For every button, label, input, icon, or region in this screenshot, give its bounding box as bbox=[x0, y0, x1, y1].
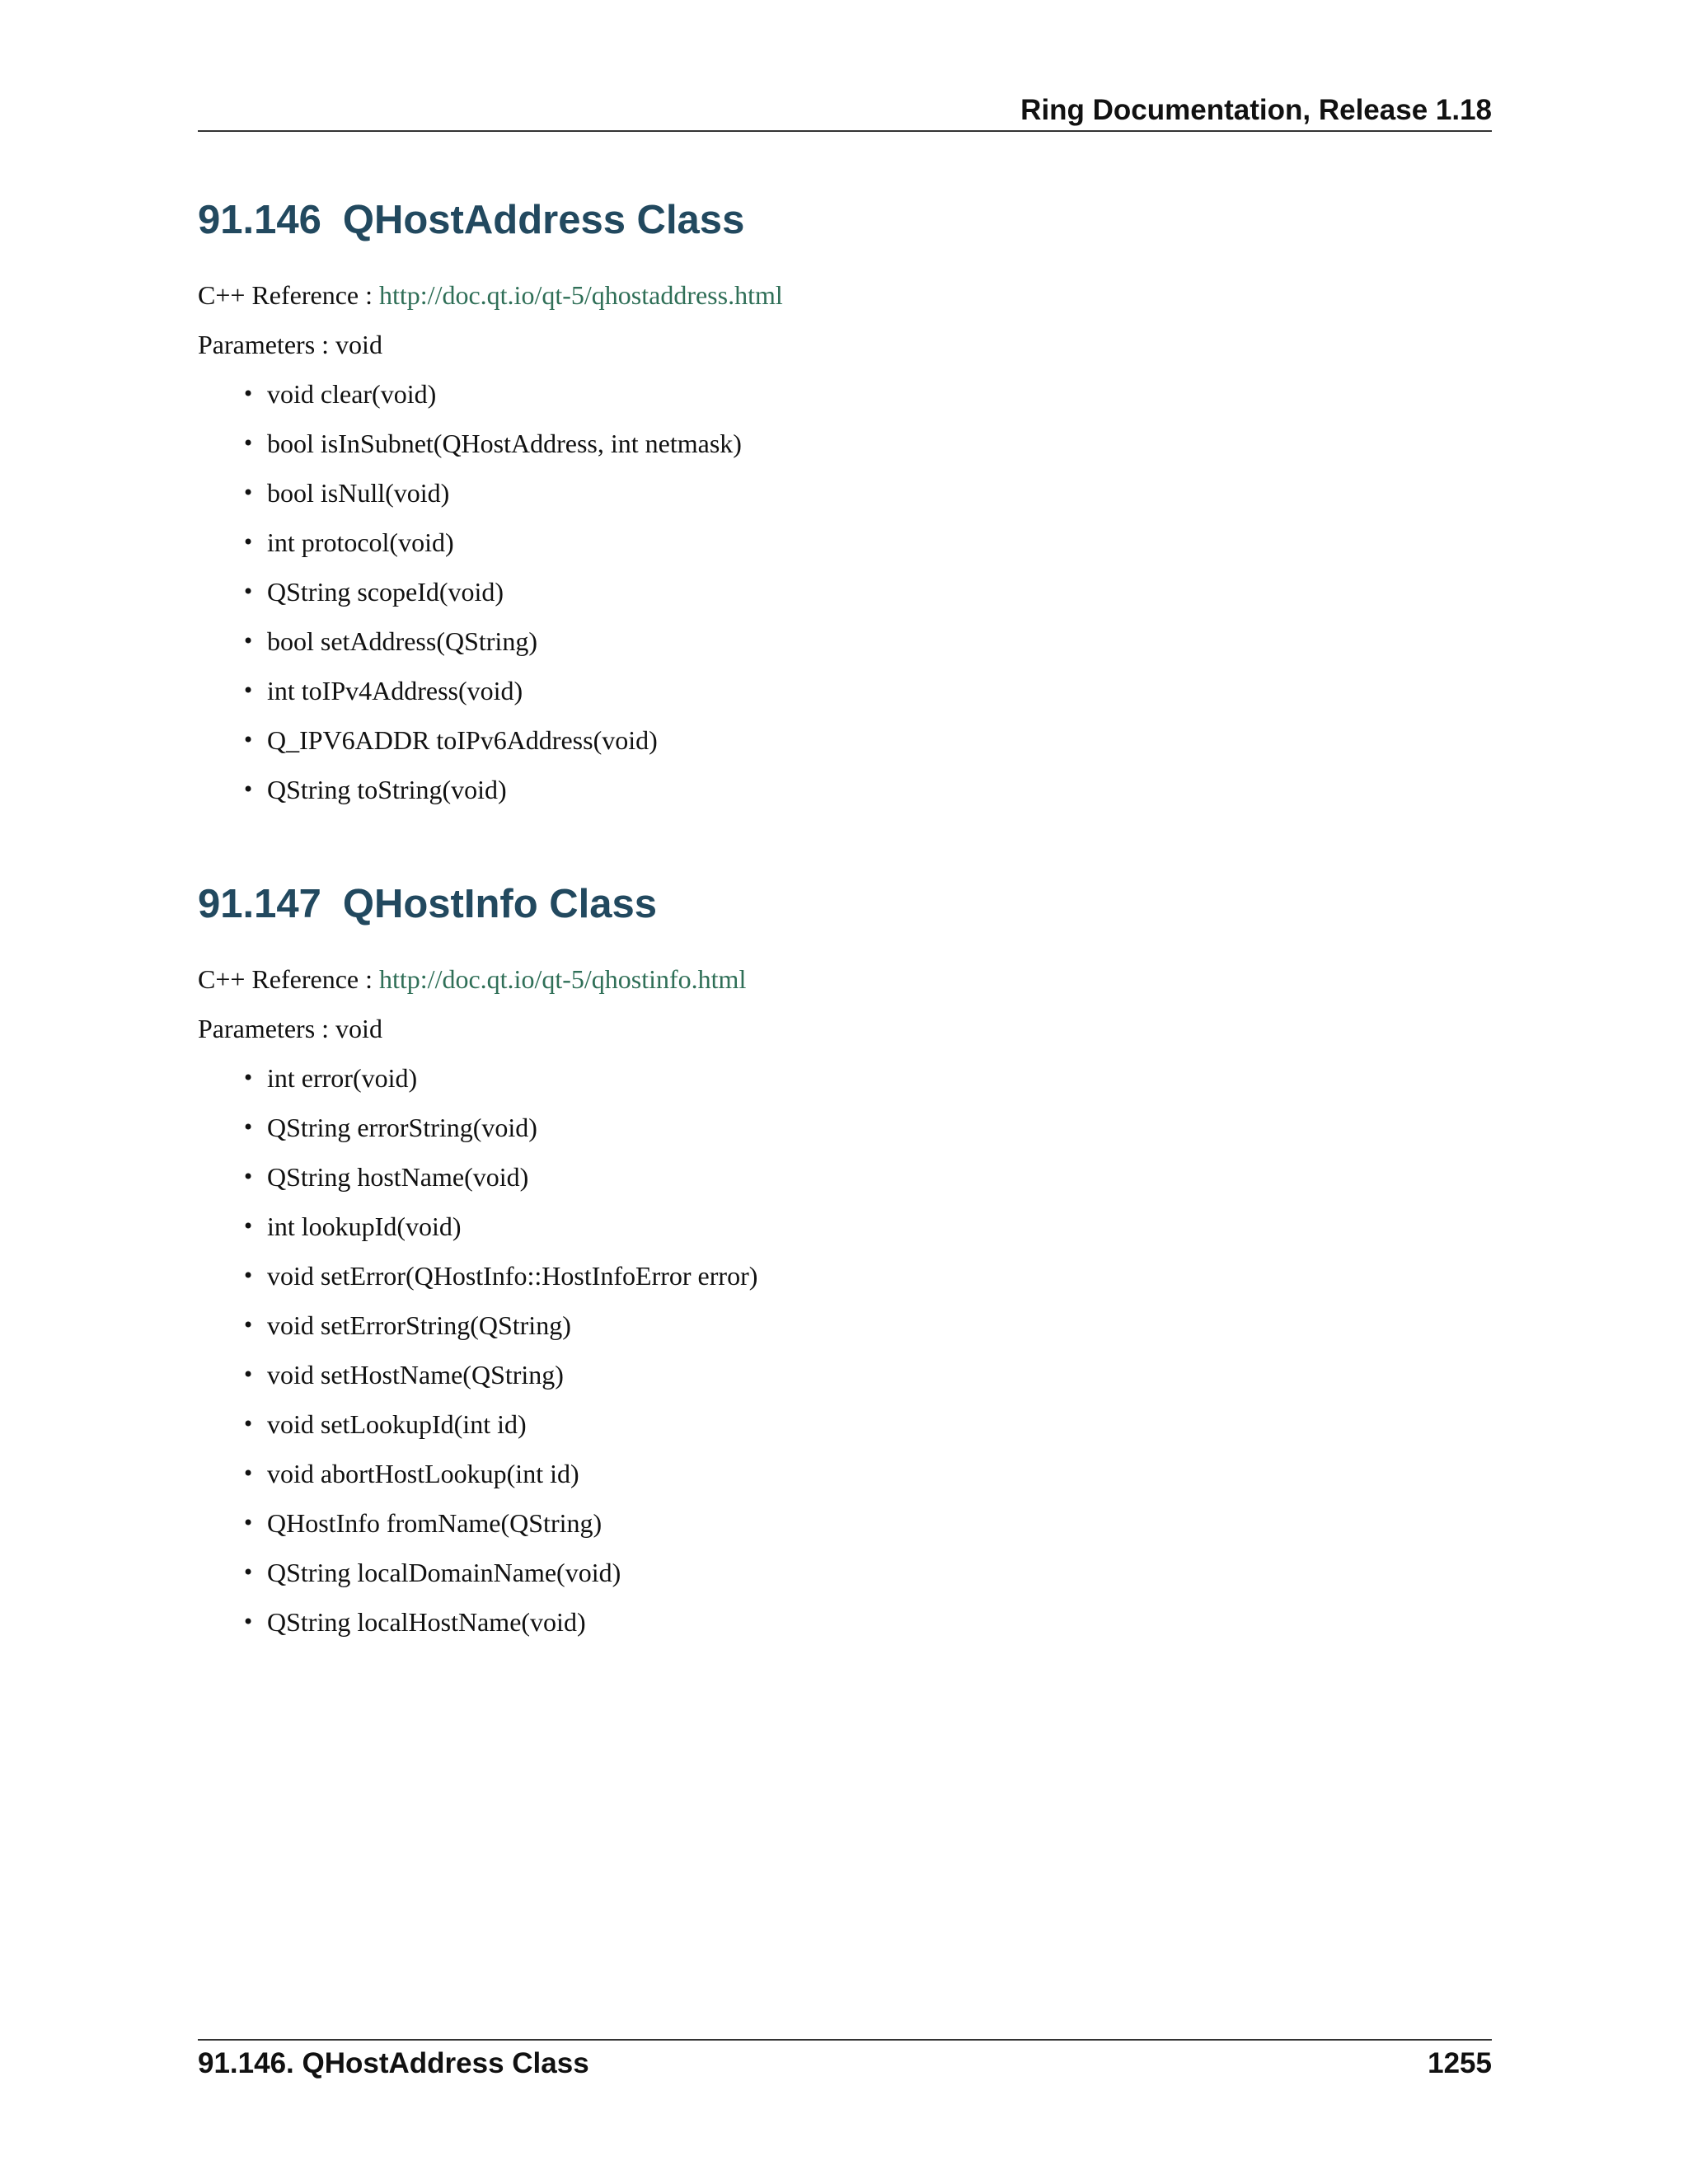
reference-link[interactable]: http://doc.qt.io/qt-5/qhostaddress.html bbox=[379, 280, 783, 310]
document-page bbox=[198, 0, 1492, 2184]
list-item: • int error(void) bbox=[267, 1062, 1492, 1094]
list-item: • void setError(QHostInfo::HostInfoError error) bbox=[267, 1259, 1492, 1292]
running-header: Ring Documentation, Release 1.18 bbox=[1020, 94, 1492, 126]
list-item: • void setHostName(QString) bbox=[267, 1358, 1492, 1391]
reference-link[interactable]: http://doc.qt.io/qt-5/qhostinfo.html bbox=[379, 964, 747, 994]
parameters-line: Parameters : void bbox=[198, 330, 382, 359]
list-item: • void clear(void) bbox=[267, 377, 1492, 410]
reference-line bbox=[198, 963, 1492, 996]
section-heading bbox=[198, 191, 1492, 249]
header-divider bbox=[198, 130, 1492, 132]
section-qhostinfo bbox=[198, 875, 1492, 1655]
section-qhostaddress bbox=[198, 191, 1492, 823]
list-item: • QHostInfo fromName(QString) bbox=[267, 1507, 1492, 1540]
footer-divider bbox=[198, 2039, 1492, 2041]
list-item: • void abortHostLookup(int id) bbox=[267, 1457, 1492, 1490]
method-list bbox=[198, 377, 1492, 806]
reference-line bbox=[198, 279, 1492, 312]
list-item: • bool isNull(void) bbox=[267, 476, 1492, 509]
list-item: • int protocol(void) bbox=[267, 526, 1492, 559]
page-number: 1255 bbox=[1428, 2047, 1492, 2079]
list-item: • QString scopeId(void) bbox=[267, 575, 1492, 608]
method-list bbox=[198, 1062, 1492, 1638]
list-item: • Q_IPV6ADDR toIPv6Address(void) bbox=[267, 724, 1492, 757]
section-heading bbox=[198, 875, 1492, 933]
list-item: • int toIPv4Address(void) bbox=[267, 674, 1492, 707]
list-item: • QString errorString(void) bbox=[267, 1111, 1492, 1144]
section-number: 91.146 bbox=[198, 198, 321, 242]
list-item: • int lookupId(void) bbox=[267, 1210, 1492, 1243]
section-title: QHostAddress Class bbox=[342, 198, 745, 242]
list-item: • bool isInSubnet(QHostAddress, int netmask) bbox=[267, 427, 1492, 460]
list-item: • void setErrorString(QString) bbox=[267, 1309, 1492, 1342]
section-number: 91.147 bbox=[198, 882, 321, 926]
section-title: QHostInfo Class bbox=[342, 882, 658, 926]
list-item: • QString localHostName(void) bbox=[267, 1605, 1492, 1638]
list-item: • QString localDomainName(void) bbox=[267, 1556, 1492, 1589]
footer-section-label: 91.146. QHostAddress Class bbox=[198, 2047, 589, 2079]
reference-label: C++ Reference : bbox=[198, 964, 373, 994]
list-item: • bool setAddress(QString) bbox=[267, 625, 1492, 658]
reference-label: C++ Reference : bbox=[198, 280, 373, 310]
list-item: • QString toString(void) bbox=[267, 773, 1492, 806]
list-item: • void setLookupId(int id) bbox=[267, 1408, 1492, 1441]
parameters-line: Parameters : void bbox=[198, 1014, 382, 1043]
list-item: • QString hostName(void) bbox=[267, 1160, 1492, 1193]
